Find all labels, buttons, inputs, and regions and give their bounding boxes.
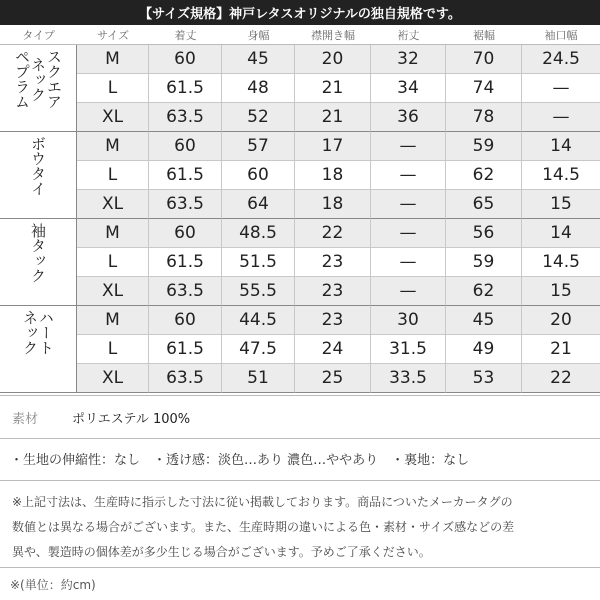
size-cell: XL (77, 190, 149, 219)
measure-cell: 49 (446, 335, 522, 364)
column-header: 袖口幅 (522, 25, 600, 45)
measure-cell: 44.5 (222, 306, 295, 335)
measure-cell: 78 (446, 103, 522, 132)
measure-cell: — (522, 103, 600, 132)
measure-cell: 24.5 (522, 45, 600, 74)
table-row (0, 103, 600, 132)
table-row (0, 161, 600, 190)
size-cell: M (77, 132, 149, 161)
measure-cell: 14.5 (522, 248, 600, 277)
measure-cell: 59 (446, 132, 522, 161)
table-row (0, 132, 600, 161)
note-line: ※上記寸法は、生産時に指示した寸法に従い掲載しております。商品についたメーカータグの (12, 495, 513, 509)
type-cell (0, 132, 77, 219)
measure-cell: — (371, 190, 446, 219)
size-cell: XL (77, 364, 149, 393)
size-cell: XL (77, 277, 149, 306)
type-label: 袖タック (29, 223, 47, 283)
type-label: ネック (21, 310, 39, 355)
table-row (0, 306, 600, 335)
measure-cell: 21 (295, 103, 371, 132)
measure-cell: 18 (295, 161, 371, 190)
measure-cell: 62 (446, 161, 522, 190)
size-cell: L (77, 335, 149, 364)
type-label: ボウタイ (29, 136, 47, 196)
disclaimer-note (12, 490, 592, 565)
measure-cell: 53 (446, 364, 522, 393)
size-cell: L (77, 74, 149, 103)
column-header: サイズ (77, 25, 149, 45)
measure-cell: 24 (295, 335, 371, 364)
measure-cell: 60 (149, 219, 222, 248)
type-label: ペプラム (13, 49, 31, 109)
table-row (0, 248, 600, 277)
measure-cell: 17 (295, 132, 371, 161)
measure-cell: — (522, 74, 600, 103)
table-header-row (0, 25, 600, 45)
measure-cell: 74 (446, 74, 522, 103)
measure-cell: 62 (446, 277, 522, 306)
fabric-properties: ・生地の伸縮性：なし ・透け感：淡色…あり 濃色…ややあり ・裏地：なし (0, 437, 600, 481)
type-cell (0, 219, 77, 306)
unit-note: ※(単位：約cm) (0, 567, 600, 600)
type-label: スクエア (45, 49, 63, 109)
measure-cell: 22 (522, 364, 600, 393)
table-row (0, 364, 600, 393)
measure-cell: 61.5 (149, 248, 222, 277)
column-header: 裾幅 (446, 25, 522, 45)
type-cell (0, 45, 77, 132)
measure-cell: 14 (522, 132, 600, 161)
measure-cell: 30 (371, 306, 446, 335)
measure-cell: 63.5 (149, 277, 222, 306)
note-line: 数値とは異なる場合がございます。また、生産時期の違いによる色・素材・サイズ感などの差 (12, 520, 515, 534)
measure-cell: 25 (295, 364, 371, 393)
measure-cell: 15 (522, 190, 600, 219)
material-row (0, 395, 600, 439)
measure-cell: 22 (295, 219, 371, 248)
size-table (0, 25, 600, 393)
measure-cell: 23 (295, 277, 371, 306)
measure-cell: 32 (371, 45, 446, 74)
measure-cell: 65 (446, 190, 522, 219)
measure-cell: 15 (522, 277, 600, 306)
measure-cell: 61.5 (149, 335, 222, 364)
measure-cell: — (371, 248, 446, 277)
measure-cell: 57 (222, 132, 295, 161)
measure-cell: 14 (522, 219, 600, 248)
measure-cell: 59 (446, 248, 522, 277)
measure-cell: 55.5 (222, 277, 295, 306)
column-header: 身幅 (222, 25, 295, 45)
size-cell: L (77, 248, 149, 277)
type-cell (0, 306, 77, 393)
measure-cell: 23 (295, 306, 371, 335)
column-header: 襟開き幅 (295, 25, 371, 45)
measure-cell: 61.5 (149, 74, 222, 103)
measure-cell: 61.5 (149, 161, 222, 190)
measure-cell: 70 (446, 45, 522, 74)
spec-title: 【サイズ規格】神戸レタスオリジナルの独自規格です。 (0, 0, 600, 25)
size-cell: M (77, 219, 149, 248)
measure-cell: 21 (522, 335, 600, 364)
measure-cell: 14.5 (522, 161, 600, 190)
measure-cell: 20 (295, 45, 371, 74)
size-cell: M (77, 306, 149, 335)
measure-cell: — (371, 161, 446, 190)
measure-cell: 31.5 (371, 335, 446, 364)
measure-cell: 63.5 (149, 190, 222, 219)
measure-cell: — (371, 277, 446, 306)
size-cell: L (77, 161, 149, 190)
measure-cell: 60 (149, 132, 222, 161)
measure-cell: 60 (222, 161, 295, 190)
measure-cell: 45 (222, 45, 295, 74)
size-cell: XL (77, 103, 149, 132)
type-label: ハート (37, 310, 55, 355)
measure-cell: 48 (222, 74, 295, 103)
measure-cell: 52 (222, 103, 295, 132)
measure-cell: 51 (222, 364, 295, 393)
note-line: 異や、製造時の個体差が多少生じる場合がございます。予めご了承ください。 (12, 545, 431, 559)
measure-cell: 21 (295, 74, 371, 103)
table-row (0, 74, 600, 103)
size-cell: M (77, 45, 149, 74)
measure-cell: 51.5 (222, 248, 295, 277)
measure-cell: 60 (149, 45, 222, 74)
table-row (0, 190, 600, 219)
table-row (0, 335, 600, 364)
measure-cell: 34 (371, 74, 446, 103)
measure-cell: 45 (446, 306, 522, 335)
column-header: 裄丈 (371, 25, 446, 45)
table-row (0, 45, 600, 74)
measure-cell: 56 (446, 219, 522, 248)
measure-cell: 47.5 (222, 335, 295, 364)
table-row (0, 277, 600, 306)
measure-cell: 48.5 (222, 219, 295, 248)
measure-cell: — (371, 132, 446, 161)
material-value: ポリエステル 100% (72, 411, 191, 427)
measure-cell: 18 (295, 190, 371, 219)
type-label: ネック (29, 56, 47, 102)
measure-cell: 20 (522, 306, 600, 335)
column-header: タイプ (0, 25, 77, 45)
measure-cell: 36 (371, 103, 446, 132)
measure-cell: — (371, 219, 446, 248)
measure-cell: 63.5 (149, 364, 222, 393)
measure-cell: 23 (295, 248, 371, 277)
material-label: 素材 (12, 411, 39, 427)
measure-cell: 63.5 (149, 103, 222, 132)
measure-cell: 64 (222, 190, 295, 219)
measure-cell: 33.5 (371, 364, 446, 393)
column-header: 着丈 (149, 25, 222, 45)
measure-cell: 60 (149, 306, 222, 335)
table-row (0, 219, 600, 248)
